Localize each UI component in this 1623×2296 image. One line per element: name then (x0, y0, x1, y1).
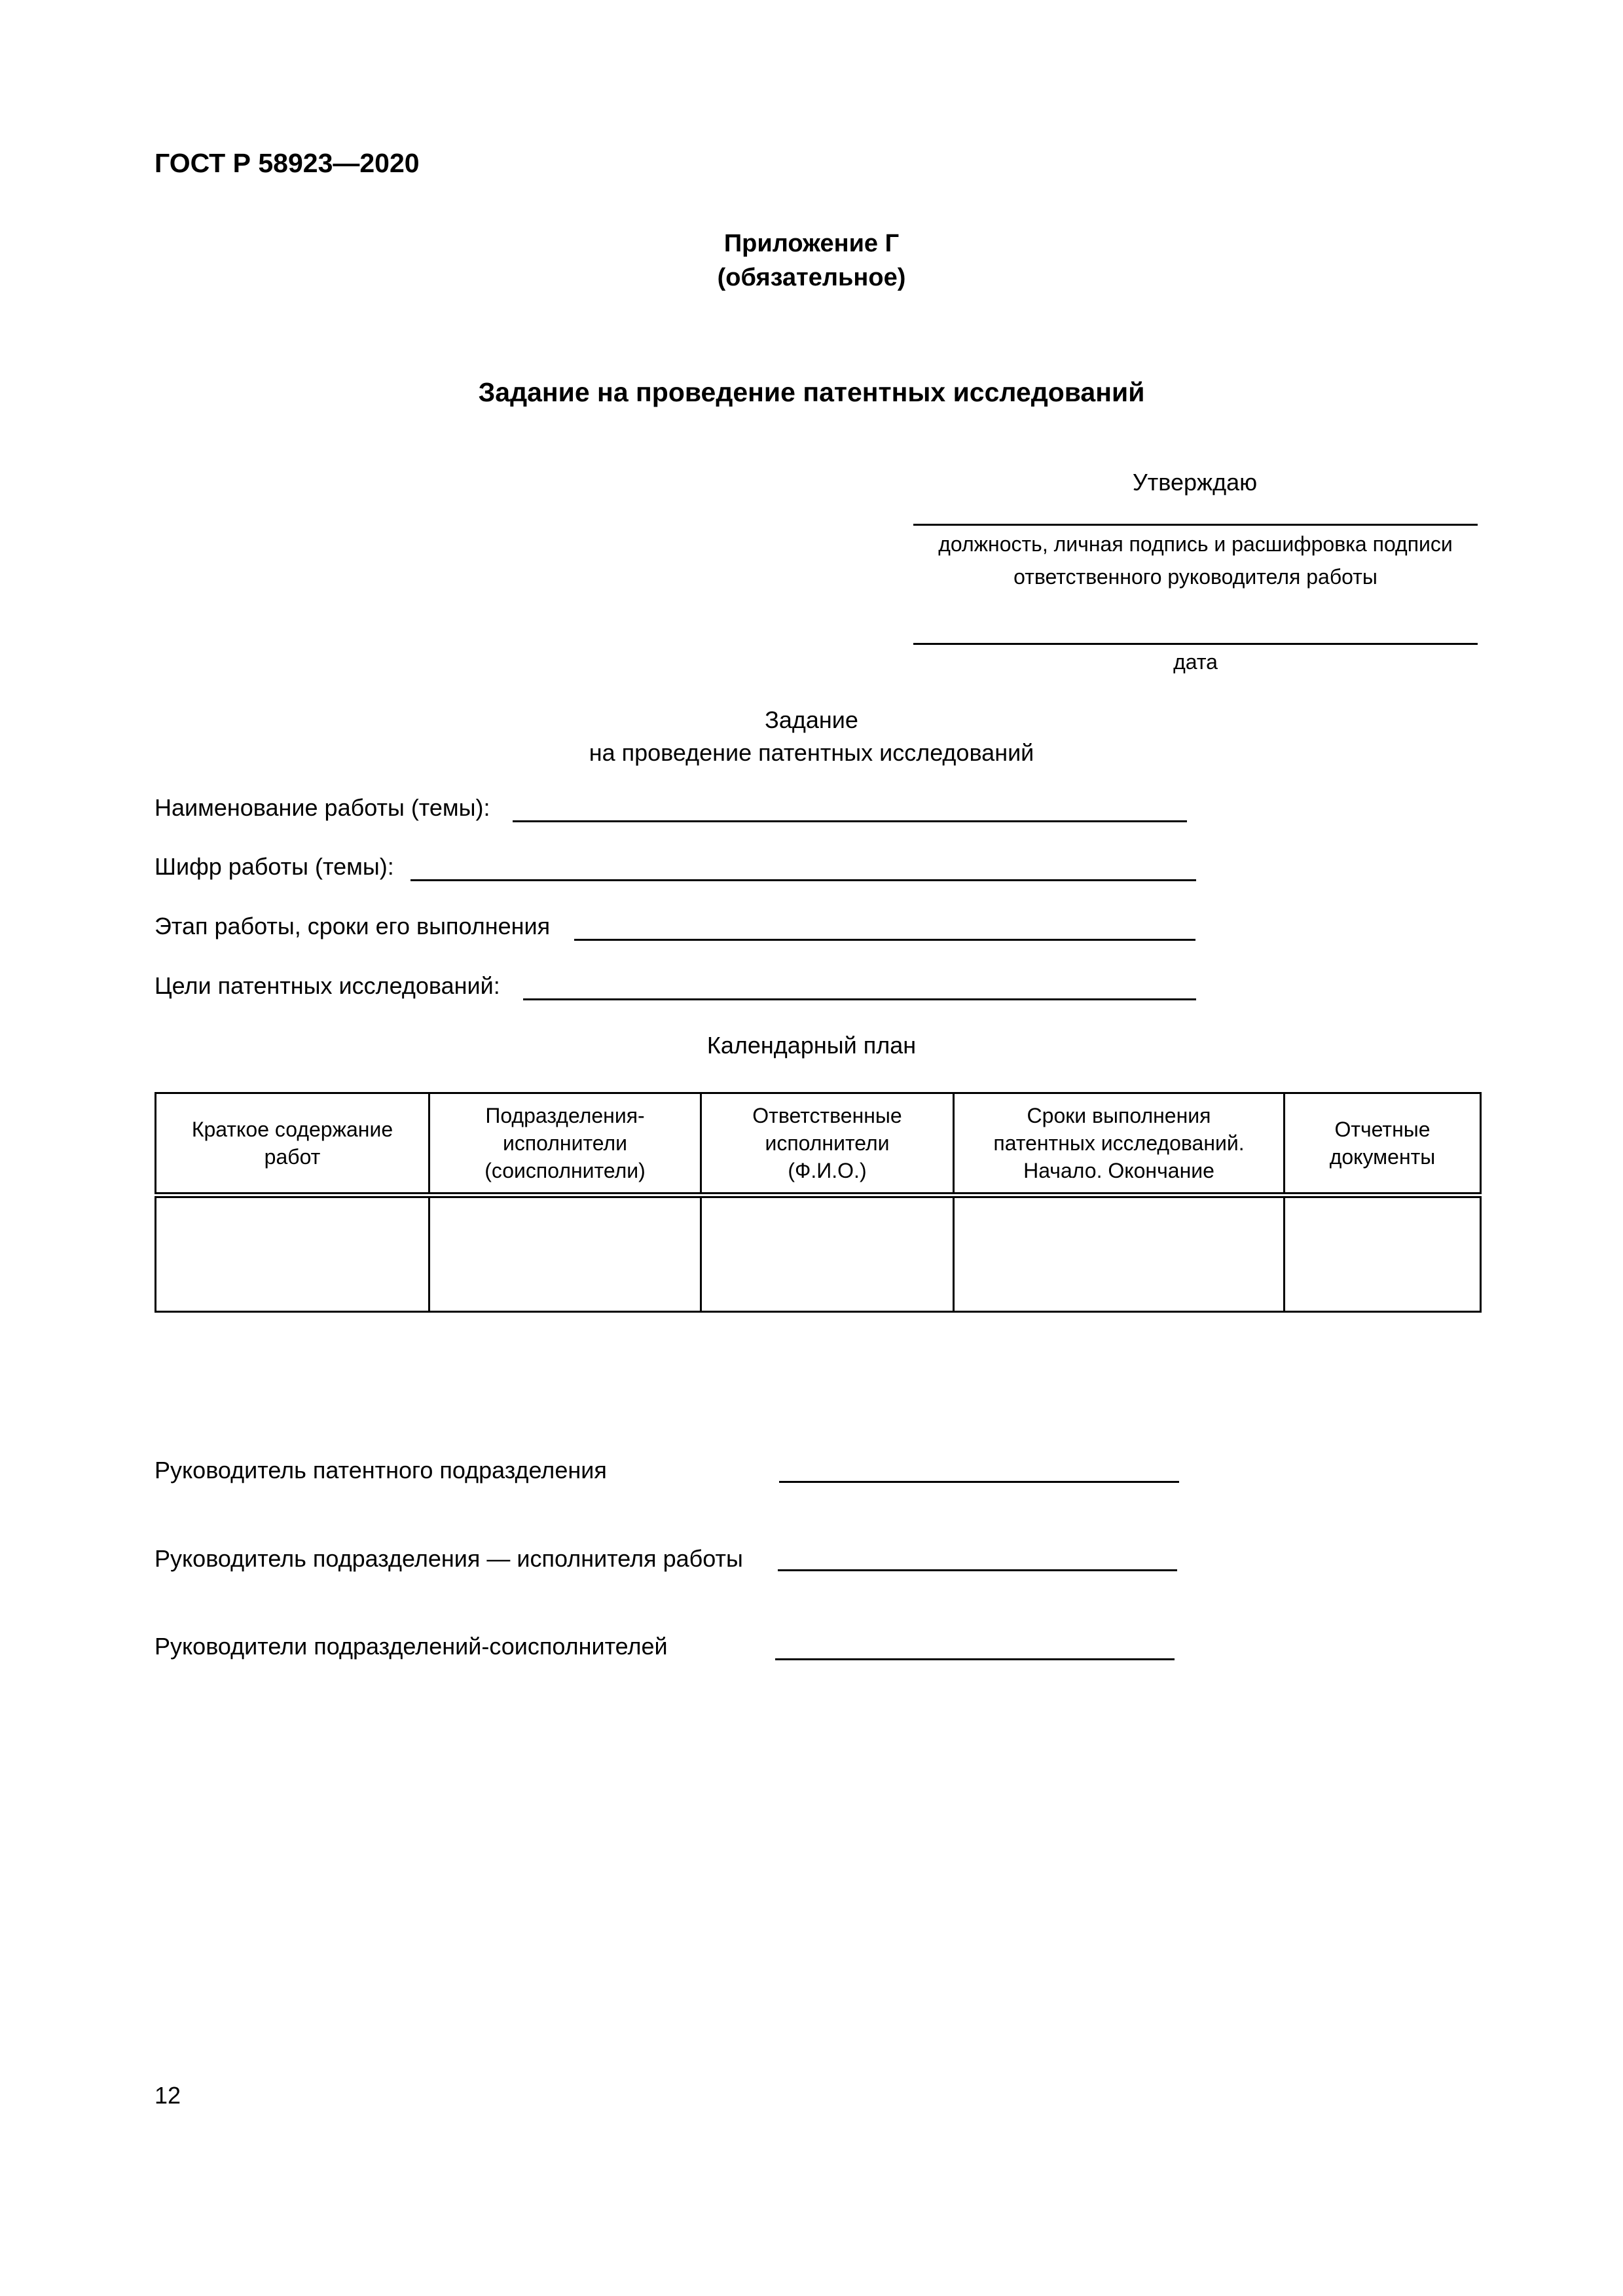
column-header-line: Подразделения- (485, 1104, 645, 1127)
table-cell[interactable] (1285, 1195, 1481, 1312)
column-header-line: (соисполнители) (484, 1159, 646, 1182)
field-line-work-code[interactable] (410, 879, 1196, 881)
calendar-plan-table (155, 1092, 1482, 1313)
column-header-line: патентных исследований. (993, 1131, 1245, 1155)
column-header-responsible (701, 1093, 954, 1195)
signature-label-coexecutor-heads: Руководители подразделений-соисполнителей (155, 1633, 668, 1660)
calendar-plan-title: Календарный план (706, 1032, 917, 1059)
task-heading-line-2: на проведение патентных исследований (589, 739, 1034, 766)
column-header-line: Сроки выполнения (1027, 1104, 1211, 1127)
column-header-line: работ (264, 1145, 321, 1169)
column-header-line: исполнители (502, 1131, 628, 1155)
field-label-work-code: Шифр работы (темы): (155, 853, 394, 880)
task-heading (0, 704, 1623, 769)
approval-date-caption: дата (1173, 650, 1218, 674)
column-header-line: исполнители (765, 1131, 890, 1155)
approval-signature-line[interactable] (913, 524, 1478, 526)
field-line-research-goals[interactable] (523, 998, 1196, 1000)
field-label-work-name: Наименование работы (темы): (155, 794, 490, 821)
column-header-line: Отчетные (1334, 1118, 1431, 1141)
column-header-deadlines (954, 1093, 1285, 1195)
column-header-line: Краткое содержание (191, 1118, 393, 1141)
page-number: 12 (155, 2082, 181, 2109)
field-line-work-stage[interactable] (574, 939, 1195, 941)
column-header-line: (Ф.И.О.) (788, 1159, 867, 1182)
appendix-title: Приложение Г (723, 230, 900, 257)
table-cell[interactable] (954, 1195, 1285, 1312)
column-header-work-content (156, 1093, 429, 1195)
table-cell[interactable] (701, 1195, 954, 1312)
document-code: ГОСТ Р 58923—2020 (155, 148, 420, 178)
column-header-departments (429, 1093, 701, 1195)
column-header-line: Ответственные (752, 1104, 902, 1127)
signature-caption-line-2: ответственного руководителя работы (1013, 565, 1377, 589)
signature-label-patent-head: Руководитель патентного подразделения (155, 1457, 607, 1484)
signature-line-coexecutor-heads[interactable] (775, 1658, 1175, 1660)
field-label-work-stage: Этап работы, сроки его выполнения (155, 913, 551, 939)
table-row (156, 1195, 1481, 1312)
table-header-row (156, 1093, 1481, 1195)
table-cell[interactable] (156, 1195, 429, 1312)
signature-label-executor-head: Руководитель подразделения — исполнителя работы (155, 1545, 743, 1572)
column-header-reports (1285, 1093, 1481, 1195)
signature-caption-line-1: должность, личная подпись и расшифровка подписи (938, 532, 1453, 556)
column-header-line: документы (1329, 1145, 1436, 1169)
column-header-line: Начало. Окончание (1023, 1159, 1214, 1182)
appendix-status: (обязательное) (717, 264, 906, 291)
page-title: Задание на проведение патентных исследований (478, 377, 1145, 407)
approval-date-line[interactable] (913, 643, 1478, 645)
approve-label: Утверждаю (1132, 469, 1258, 496)
table-cell[interactable] (429, 1195, 701, 1312)
field-line-work-name[interactable] (513, 820, 1187, 822)
appendix-heading (0, 227, 1623, 295)
approval-signature-caption (913, 528, 1478, 593)
signature-line-patent-head[interactable] (779, 1481, 1179, 1483)
field-label-research-goals: Цели патентных исследований: (155, 972, 500, 999)
signature-line-executor-head[interactable] (778, 1569, 1177, 1571)
task-heading-line-1: Задание (765, 706, 858, 733)
